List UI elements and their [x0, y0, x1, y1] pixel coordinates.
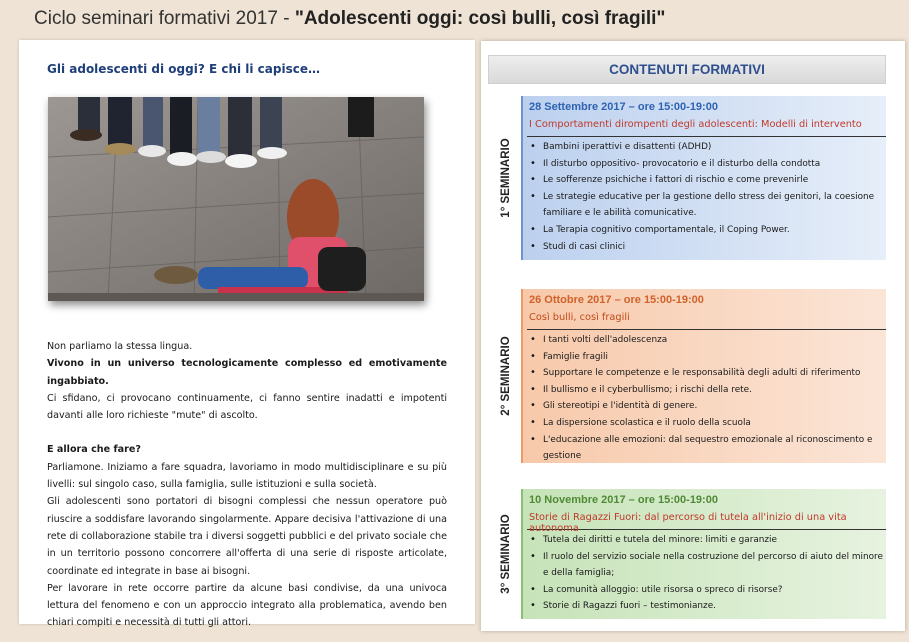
list-item: • I tanti volti dell'adolescenza	[523, 332, 886, 349]
list-item: • Studi di casi clinici	[523, 239, 886, 256]
list-item: • Il ruolo del servizio sociale nella costruzione del percorso di aiuto del minore e della famiglia;	[523, 549, 886, 582]
list-item: • Famiglie fragili	[523, 349, 886, 366]
intro-paragraph: Per lavorare in rete occorre partire da alcune basi condivise, da una univoca lettura del fenomeno e con un approccio integrato alla problematica, avendo ben chiari compiti e necessità di tutti gli attori.	[47, 582, 447, 629]
seminar-content	[523, 489, 886, 619]
contents-header: CONTENUTI FORMATIVI	[488, 55, 886, 84]
intro-heading: Gli adolescenti di oggi? E chi li capisce…	[47, 62, 320, 76]
intro-question: E allora che fare?	[47, 444, 141, 456]
intro-body	[47, 338, 447, 632]
seminar-topics	[523, 332, 886, 465]
intro-panel	[19, 40, 475, 629]
intro-paragraph: Gli adolescenti sono portatori di bisogni complessi che nessun operatore può riuscire a soddisfare lavorando singolarmente. Appare decisiva l'attivazione di una rete di collaborazione stabile tra i diversi soggetti pubblici e del privato sociale che in un territorio possono concorrere all'offerta di una serie di risposte articolate, coordinate ed integrate in base ai bisogni.	[47, 496, 447, 577]
seminar-label	[490, 96, 523, 260]
seminar-topics	[523, 532, 886, 615]
seminar-content	[523, 96, 886, 260]
seminar-date: 26 Ottobre 2017 – ore 15:00-19:00	[529, 294, 704, 306]
list-item: • La comunità alloggio: utile risorsa o spreco di risorse?	[523, 582, 886, 599]
contents-panel	[481, 41, 905, 631]
seminar-date: 10 Novembre 2017 – ore 15:00-19:00	[529, 494, 718, 506]
divider	[527, 329, 886, 330]
list-item: • Gli stereotipi e l'identità di genere.	[523, 398, 886, 415]
list-item: • La Terapia cognitivo comportamentale, il Coping Power.	[523, 222, 886, 239]
seminar-label-text: 2° SEMINARIO	[499, 336, 512, 416]
list-item: • L'educazione alle emozioni: dal sequestro emozionale al riconoscimento e gestione	[523, 432, 886, 465]
seminar-title: Così bulli, così fragili	[529, 312, 630, 323]
intro-paragraph: Ci sfidano, ci provocano continuamente, ci fanno sentire inadatti e impotenti davanti alle loro richieste "mute" di ascolto.	[47, 392, 447, 422]
seminar-label-text: 3° SEMINARIO	[499, 514, 512, 594]
seminar-title: Storie di Ragazzi Fuori: dal percorso di tutela all'inizio di una vita autonoma	[529, 512, 847, 534]
intro-paragraph: Parliamone. Iniziamo a fare squadra, lavoriamo in modo multidisciplinare e su più livelli: sul singolo caso, sulla famiglia, sulle istituzioni e sulla società.	[47, 461, 447, 491]
seminar-date: 28 Settembre 2017 – ore 15:00-19:00	[529, 101, 718, 113]
page-title-prefix: Ciclo seminari formativi 2017 -	[34, 8, 295, 29]
page-title	[34, 8, 665, 30]
seminar-2	[490, 289, 886, 463]
intro-line-bold: Vivono in un universo tecnologicamente complesso ed emotivamente ingabbiato.	[47, 358, 447, 387]
seminar-1	[490, 96, 886, 260]
list-item: • La dispersione scolastica e il ruolo della scuola	[523, 415, 886, 432]
seminar-label	[490, 289, 523, 463]
seminar-topics	[523, 139, 886, 255]
list-item: • Supportare le competenze e le responsabilità degli adulti di riferimento	[523, 365, 886, 382]
seminar-title: I Comportamenti dirompenti degli adolescenti: Modelli di intervento	[529, 119, 862, 130]
list-item: • Le strategie educative per la gestione dello stress dei genitori, la coesione familiare e le abilità comunicative.	[523, 189, 886, 222]
seminar-label	[490, 489, 523, 619]
seminar-label-text: 1° SEMINARIO	[499, 138, 512, 218]
divider	[527, 136, 886, 137]
seminar-content	[523, 289, 886, 463]
list-item: • Il disturbo oppositivo- provocatorio e il disturbo della condotta	[523, 156, 886, 173]
list-item: • Storie di Ragazzi fuori – testimonianze.	[523, 598, 886, 615]
list-item: • Il bullismo e il cyberbullismo; i rischi della rete.	[523, 382, 886, 399]
intro-line: Non parliamo la stessa lingua.	[47, 341, 193, 352]
divider	[527, 529, 886, 530]
list-item: • Tutela dei diritti e tutela del minore: limiti e garanzie	[523, 532, 886, 549]
seminar-3	[490, 489, 886, 619]
list-item: • Bambini iperattivi e disattenti (ADHD)	[523, 139, 886, 156]
page-title-main: "Adolescenti oggi: così bulli, così fragili"	[294, 8, 666, 29]
teenagers-photo	[48, 97, 424, 301]
list-item: • Le sofferenze psichiche i fattori di rischio e come prevenirle	[523, 172, 886, 189]
